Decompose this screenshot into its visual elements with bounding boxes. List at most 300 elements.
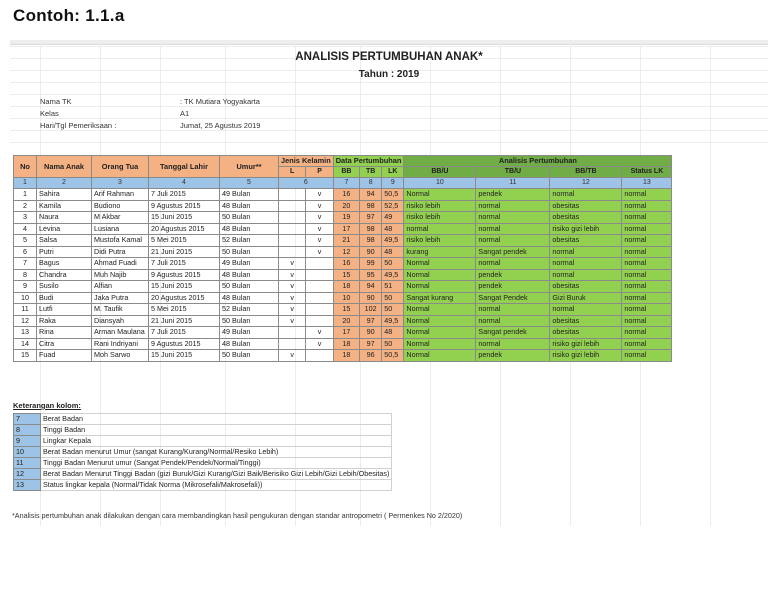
table-row (14, 350, 672, 362)
colnum-cell[interactable]: 7 (333, 178, 359, 189)
cell-umur[interactable]: 50 Bulan (220, 350, 279, 362)
table-row (14, 189, 672, 201)
cell-slk[interactable]: normal (622, 269, 672, 281)
cell-bb[interactable]: 18 (333, 281, 359, 293)
table-row (14, 281, 672, 293)
cell-p[interactable]: v (306, 189, 333, 201)
header-bb-tb[interactable]: BB/TB (550, 167, 622, 178)
keterangan-row (14, 436, 392, 447)
cell-tb[interactable]: 102 (360, 304, 382, 316)
cell-ortu[interactable]: M. Taufik (92, 304, 149, 316)
cell-p[interactable] (306, 304, 333, 316)
cell-l[interactable] (279, 200, 306, 212)
cell-ortu[interactable]: Ahmad Fuadi (92, 258, 149, 270)
info-class (40, 109, 189, 119)
cell-p[interactable] (306, 258, 333, 270)
spreadsheet (10, 40, 768, 526)
table-row (14, 304, 672, 316)
cell-slk[interactable]: normal (622, 235, 672, 247)
cell-bbu[interactable]: Normal (404, 315, 476, 327)
cell-nama[interactable]: Raka (37, 315, 92, 327)
header-l[interactable]: L (279, 167, 306, 178)
cell-tbu[interactable]: normal (476, 235, 550, 247)
cell-bbu[interactable]: Normal (404, 189, 476, 201)
keterangan-text[interactable]: Status lingkar kepala (Normal/Tidak Norma (Mikrosefali/Makrosefali)) (41, 480, 392, 491)
cell-tbu[interactable]: normal (476, 304, 550, 316)
growth-table (13, 155, 672, 362)
cell-tbu[interactable]: pendek (476, 281, 550, 293)
colnum-cell[interactable]: 2 (37, 178, 92, 189)
cell-l[interactable] (279, 235, 306, 247)
cell-umur[interactable]: 50 Bulan (220, 246, 279, 258)
cell-bbtb[interactable]: obesitas (550, 235, 622, 247)
cell-tgl[interactable]: 7 Juli 2015 (149, 189, 220, 201)
cell-umur[interactable]: 50 Bulan (220, 212, 279, 224)
colnum-cell[interactable]: 10 (404, 178, 476, 189)
colnum-cell[interactable]: 3 (92, 178, 149, 189)
cell-ortu[interactable]: Lusiana (92, 223, 149, 235)
cell-bb[interactable]: 18 (333, 338, 359, 350)
cell-ortu[interactable]: Jaka Putra (92, 292, 149, 304)
cell-lk[interactable]: 50,5 (382, 350, 404, 362)
cell-bb[interactable]: 20 (333, 200, 359, 212)
cell-tgl[interactable]: 15 Juni 2015 (149, 281, 220, 293)
cell-nama[interactable]: Lutfi (37, 304, 92, 316)
cell-tbu[interactable]: normal (476, 338, 550, 350)
cell-bbu[interactable]: kurang (404, 246, 476, 258)
cell-slk[interactable]: normal (622, 189, 672, 201)
sheet-year: Tahun : 2019 (358, 69, 420, 80)
table-row (14, 338, 672, 350)
keterangan-number[interactable]: 12 (14, 469, 41, 480)
cell-bb[interactable]: 20 (333, 315, 359, 327)
cell-ortu[interactable]: Moh Sarwo (92, 350, 149, 362)
cell-no[interactable]: 3 (14, 212, 37, 224)
cell-umur[interactable]: 48 Bulan (220, 200, 279, 212)
header-status-lk[interactable]: Status LK (622, 167, 672, 178)
cell-bbu[interactable]: Normal (404, 350, 476, 362)
header-nama-anak[interactable]: Nama Anak (37, 156, 92, 178)
cell-bb[interactable]: 18 (333, 350, 359, 362)
colnum-cell[interactable]: 11 (476, 178, 550, 189)
keterangan-text[interactable]: Tinggi Badan Menurut umur (Sangat Pendek/Pendek/Normal/Tinggi) (41, 458, 392, 469)
cell-l[interactable] (279, 338, 306, 350)
keterangan-number[interactable]: 13 (14, 480, 41, 491)
keterangan-text[interactable]: Berat Badan Menurut Tinggi Badan (gizi Buruk/Gizi Kurang/Gizi Baik/Berisiko Gizi Lebih/Gizi Lebih/Obesitas) (41, 469, 392, 480)
cell-tbu[interactable]: pendek (476, 350, 550, 362)
cell-p[interactable]: v (306, 246, 333, 258)
cell-tbu[interactable]: normal (476, 223, 550, 235)
table-row (14, 246, 672, 258)
header-no[interactable]: No (14, 156, 37, 178)
cell-bbu[interactable]: risiko lebih (404, 200, 476, 212)
keterangan-table (13, 413, 392, 491)
cell-bbtb[interactable]: obesitas (550, 281, 622, 293)
cell-tbu[interactable]: Sangat Pendek (476, 292, 550, 304)
cell-p[interactable] (306, 292, 333, 304)
cell-bb[interactable]: 16 (333, 258, 359, 270)
cell-nama[interactable]: Bagus (37, 258, 92, 270)
cell-slk[interactable]: normal (622, 338, 672, 350)
cell-no[interactable]: 14 (14, 338, 37, 350)
cell-umur[interactable]: 48 Bulan (220, 223, 279, 235)
cell-lk[interactable]: 48 (382, 223, 404, 235)
cell-p[interactable] (306, 269, 333, 281)
cell-lk[interactable]: 50 (382, 338, 404, 350)
table-row (14, 327, 672, 339)
header-tanggal-lahir[interactable]: Tanggal Lahir (149, 156, 220, 178)
cell-lk[interactable]: 49 (382, 212, 404, 224)
colnum-cell[interactable]: 5 (220, 178, 279, 189)
cell-bbu[interactable]: normal (404, 223, 476, 235)
cell-l[interactable] (279, 246, 306, 258)
header-bb[interactable]: BB (333, 167, 359, 178)
cell-nama[interactable]: Budi (37, 292, 92, 304)
colnum-cell[interactable]: 9 (382, 178, 404, 189)
cell-l[interactable] (279, 189, 306, 201)
cell-p[interactable]: v (306, 235, 333, 247)
cell-tb[interactable]: 97 (360, 338, 382, 350)
cell-lk[interactable]: 50,5 (382, 189, 404, 201)
keterangan-number[interactable]: 7 (14, 414, 41, 425)
cell-no[interactable]: 12 (14, 315, 37, 327)
cell-lk[interactable]: 48 (382, 246, 404, 258)
cell-no[interactable]: 9 (14, 281, 37, 293)
cell-no[interactable]: 6 (14, 246, 37, 258)
cell-l[interactable]: v (279, 350, 306, 362)
colnum-cell[interactable]: 8 (360, 178, 382, 189)
cell-l[interactable]: v (279, 281, 306, 293)
cell-no[interactable]: 1 (14, 189, 37, 201)
cell-bbtb[interactable]: risiko gizi lebih (550, 350, 622, 362)
header-row (14, 156, 672, 167)
info-label: Hari/Tgl Pemeriksaan : (40, 121, 117, 130)
header-umur[interactable]: Umur** (220, 156, 279, 178)
cell-tb[interactable]: 94 (360, 189, 382, 201)
cell-ortu[interactable]: M Akbar (92, 212, 149, 224)
keterangan-number[interactable]: 10 (14, 447, 41, 458)
keterangan-text[interactable]: Lingkar Kepala (41, 436, 392, 447)
cell-slk[interactable]: normal (622, 200, 672, 212)
cell-slk[interactable]: normal (622, 246, 672, 258)
cell-no[interactable]: 5 (14, 235, 37, 247)
header-bb-u[interactable]: BB/U (404, 167, 476, 178)
keterangan-row (14, 480, 392, 491)
cell-p[interactable]: v (306, 212, 333, 224)
cell-tbu[interactable]: Sangat pendek (476, 327, 550, 339)
table-row (14, 235, 672, 247)
cell-tbu[interactable]: pendek (476, 189, 550, 201)
cell-tgl[interactable]: 15 Juni 2015 (149, 212, 220, 224)
cell-bbu[interactable]: Normal (404, 327, 476, 339)
cell-tb[interactable]: 98 (360, 200, 382, 212)
cell-bbtb[interactable]: normal (550, 269, 622, 281)
cell-slk[interactable]: normal (622, 258, 672, 270)
table-row (14, 315, 672, 327)
page-title: Contoh: 1.1.a (13, 6, 125, 25)
cell-nama[interactable]: Kamila (37, 200, 92, 212)
cell-p[interactable] (306, 315, 333, 327)
cell-lk[interactable]: 51 (382, 281, 404, 293)
cell-bb[interactable]: 10 (333, 292, 359, 304)
cell-bb[interactable]: 19 (333, 212, 359, 224)
cell-tgl[interactable]: 5 Mei 2015 (149, 304, 220, 316)
cell-bbtb[interactable]: normal (550, 246, 622, 258)
cell-tbu[interactable]: normal (476, 315, 550, 327)
keterangan-row (14, 414, 392, 425)
cell-bbtb[interactable]: obesitas (550, 315, 622, 327)
cell-tb[interactable]: 98 (360, 235, 382, 247)
cell-tb[interactable]: 90 (360, 292, 382, 304)
cell-no[interactable]: 13 (14, 327, 37, 339)
table-row (14, 200, 672, 212)
cell-tb[interactable]: 97 (360, 212, 382, 224)
cell-p[interactable]: v (306, 223, 333, 235)
cell-p[interactable] (306, 350, 333, 362)
cell-ortu[interactable]: Mustofa Kamal (92, 235, 149, 247)
header-lk[interactable]: LK (382, 167, 404, 178)
cell-tb[interactable]: 95 (360, 269, 382, 281)
cell-bb[interactable]: 21 (333, 235, 359, 247)
cell-p[interactable]: v (306, 327, 333, 339)
gridline (710, 40, 711, 526)
cell-nama[interactable]: Rina (37, 327, 92, 339)
cell-ortu[interactable]: Rani Indriyani (92, 338, 149, 350)
cell-umur[interactable]: 50 Bulan (220, 315, 279, 327)
cell-ortu[interactable]: Alfian (92, 281, 149, 293)
keterangan-row (14, 458, 392, 469)
cell-ortu[interactable]: Muh Najib (92, 269, 149, 281)
cell-bb[interactable]: 16 (333, 189, 359, 201)
cell-bbu[interactable]: risiko lebih (404, 235, 476, 247)
table-row (14, 258, 672, 270)
cell-lk[interactable]: 50 (382, 292, 404, 304)
cell-l[interactable]: v (279, 315, 306, 327)
cell-tgl[interactable]: 20 Agustus 2015 (149, 223, 220, 235)
cell-l[interactable]: v (279, 269, 306, 281)
info-school (40, 97, 260, 107)
header-tb[interactable]: TB (360, 167, 382, 178)
cell-tbu[interactable]: Sangat pendek (476, 246, 550, 258)
cell-nama[interactable]: Sahira (37, 189, 92, 201)
gridline (10, 82, 768, 83)
cell-tb[interactable]: 90 (360, 246, 382, 258)
cell-tgl[interactable]: 21 Juni 2015 (149, 246, 220, 258)
cell-no[interactable]: 10 (14, 292, 37, 304)
cell-tgl[interactable]: 9 Agustus 2015 (149, 338, 220, 350)
cell-lk[interactable]: 49,5 (382, 315, 404, 327)
header-analisis-pertumbuhan[interactable]: Analisis Pertumbuhan (404, 156, 672, 167)
cell-bbtb[interactable]: normal (550, 304, 622, 316)
cell-tbu[interactable]: normal (476, 258, 550, 270)
table-row (14, 212, 672, 224)
cell-tb[interactable]: 97 (360, 315, 382, 327)
cell-bbu[interactable]: Normal (404, 304, 476, 316)
gridline (10, 142, 768, 143)
cell-bb[interactable]: 15 (333, 269, 359, 281)
cell-umur[interactable]: 48 Bulan (220, 269, 279, 281)
cell-bbtb[interactable]: risiko gizi lebih (550, 223, 622, 235)
cell-tgl[interactable]: 15 Juni 2015 (149, 350, 220, 362)
keterangan-row (14, 447, 392, 458)
header-data-pertumbuhan[interactable]: Data Pertumbuhan (333, 156, 404, 167)
cell-tgl[interactable]: 9 Agustus 2015 (149, 269, 220, 281)
cell-ortu[interactable]: Budiono (92, 200, 149, 212)
cell-tgl[interactable]: 20 Agustus 2015 (149, 292, 220, 304)
cell-tb[interactable]: 90 (360, 327, 382, 339)
info-label: Nama TK (40, 97, 72, 106)
cell-nama[interactable]: Susilo (37, 281, 92, 293)
cell-nama[interactable]: Fuad (37, 350, 92, 362)
cell-umur[interactable]: 50 Bulan (220, 281, 279, 293)
cell-slk[interactable]: normal (622, 281, 672, 293)
cell-bbtb[interactable]: normal (550, 258, 622, 270)
cell-tgl[interactable]: 9 Agustus 2015 (149, 200, 220, 212)
cell-bb[interactable]: 15 (333, 304, 359, 316)
cell-ortu[interactable]: Diansyah (92, 315, 149, 327)
cell-tgl[interactable]: 7 Juli 2015 (149, 327, 220, 339)
cell-tbu[interactable]: normal (476, 212, 550, 224)
cell-l[interactable] (279, 212, 306, 224)
column-header-strip (10, 40, 768, 45)
cell-umur[interactable]: 48 Bulan (220, 292, 279, 304)
gridline (10, 94, 768, 95)
cell-lk[interactable]: 49,5 (382, 235, 404, 247)
cell-no[interactable]: 7 (14, 258, 37, 270)
info-date (40, 121, 260, 131)
cell-nama[interactable]: Putri (37, 246, 92, 258)
cell-slk[interactable]: normal (622, 315, 672, 327)
header-tb-u[interactable]: TB/U (476, 167, 550, 178)
cell-bbtb[interactable]: obesitas (550, 200, 622, 212)
header-jenis-kelamin[interactable]: Jenis Kelamin (279, 156, 334, 167)
cell-umur[interactable]: 52 Bulan (220, 235, 279, 247)
cell-ortu[interactable]: Arif Rahman (92, 189, 149, 201)
header-orang-tua[interactable]: Orang Tua (92, 156, 149, 178)
colnum-cell[interactable]: 6 (279, 178, 334, 189)
cell-no[interactable]: 11 (14, 304, 37, 316)
cell-bbtb[interactable]: Gizi Buruk (550, 292, 622, 304)
cell-nama[interactable]: Salsa (37, 235, 92, 247)
cell-bbtb[interactable]: obesitas (550, 327, 622, 339)
info-value: A1 (180, 109, 190, 118)
cell-l[interactable]: v (279, 258, 306, 270)
cell-tgl[interactable]: 7 Juli 2015 (149, 258, 220, 270)
table-row (14, 292, 672, 304)
colnum-cell[interactable]: 1 (14, 178, 37, 189)
cell-p[interactable] (306, 281, 333, 293)
cell-lk[interactable]: 50 (382, 258, 404, 270)
cell-bb[interactable]: 17 (333, 223, 359, 235)
cell-l[interactable] (279, 327, 306, 339)
cell-no[interactable]: 4 (14, 223, 37, 235)
cell-bb[interactable]: 17 (333, 327, 359, 339)
cell-umur[interactable]: 49 Bulan (220, 189, 279, 201)
cell-umur[interactable]: 49 Bulan (220, 258, 279, 270)
cell-nama[interactable]: Naura (37, 212, 92, 224)
keterangan-text[interactable]: Berat Badan menurut Umur (sangat Kurang/Kurang/Normal/Resiko Lebih) (41, 447, 392, 458)
cell-tb[interactable]: 94 (360, 281, 382, 293)
cell-l[interactable]: v (279, 304, 306, 316)
gridline (10, 46, 768, 47)
cell-bbu[interactable]: Normal (404, 281, 476, 293)
cell-bbu[interactable]: Normal (404, 338, 476, 350)
cell-slk[interactable]: normal (622, 327, 672, 339)
cell-tb[interactable]: 98 (360, 223, 382, 235)
cell-tbu[interactable]: normal (476, 200, 550, 212)
cell-umur[interactable]: 48 Bulan (220, 338, 279, 350)
cell-nama[interactable]: Chandra (37, 269, 92, 281)
cell-tbu[interactable]: pendek (476, 269, 550, 281)
cell-lk[interactable]: 49,5 (382, 269, 404, 281)
cell-lk[interactable]: 48 (382, 327, 404, 339)
cell-l[interactable]: v (279, 292, 306, 304)
cell-nama[interactable]: Citra (37, 338, 92, 350)
cell-no[interactable]: 15 (14, 350, 37, 362)
cell-umur[interactable]: 49 Bulan (220, 327, 279, 339)
cell-lk[interactable]: 52,5 (382, 200, 404, 212)
keterangan-number[interactable]: 11 (14, 458, 41, 469)
column-number-row (14, 178, 672, 189)
cell-tb[interactable]: 96 (360, 350, 382, 362)
cell-bbtb[interactable]: normal (550, 189, 622, 201)
cell-ortu[interactable]: Didi Putra (92, 246, 149, 258)
keterangan-text[interactable]: Berat Badan (41, 414, 392, 425)
cell-slk[interactable]: normal (622, 292, 672, 304)
cell-umur[interactable]: 52 Bulan (220, 304, 279, 316)
cell-p[interactable]: v (306, 338, 333, 350)
keterangan-title: Keterangan kolom: (13, 401, 81, 410)
colnum-cell[interactable]: 13 (622, 178, 672, 189)
cell-tgl[interactable]: 5 Mei 2015 (149, 235, 220, 247)
keterangan-row (14, 469, 392, 480)
keterangan-number[interactable]: 8 (14, 425, 41, 436)
info-value: : TK Mutiara Yogyakarta (180, 97, 260, 106)
keterangan-row (14, 425, 392, 436)
cell-no[interactable]: 2 (14, 200, 37, 212)
cell-bbu[interactable]: Normal (404, 258, 476, 270)
cell-ortu[interactable]: Arman Maulana (92, 327, 149, 339)
cell-bbu[interactable]: Normal (404, 269, 476, 281)
colnum-cell[interactable]: 4 (149, 178, 220, 189)
cell-slk[interactable]: normal (622, 350, 672, 362)
cell-slk[interactable]: normal (622, 304, 672, 316)
cell-bbtb[interactable]: risiko gizi lebih (550, 338, 622, 350)
cell-no[interactable]: 8 (14, 269, 37, 281)
keterangan-text[interactable]: Tinggi Badan (41, 425, 392, 436)
keterangan-number[interactable]: 9 (14, 436, 41, 447)
cell-lk[interactable]: 50 (382, 304, 404, 316)
footnote: *Analisis pertumbuhan anak dilakukan dengan cara membandingkan hasil pengukuran dengan standar antropometri ( Permenkes No 2/2020) (12, 511, 463, 520)
header-p[interactable]: P (306, 167, 333, 178)
cell-l[interactable] (279, 223, 306, 235)
colnum-cell[interactable]: 12 (550, 178, 622, 189)
cell-bb[interactable]: 12 (333, 246, 359, 258)
cell-bbtb[interactable]: obesitas (550, 212, 622, 224)
cell-p[interactable]: v (306, 200, 333, 212)
cell-nama[interactable]: Levina (37, 223, 92, 235)
table-row (14, 223, 672, 235)
cell-bbu[interactable]: Sangat kurang (404, 292, 476, 304)
cell-slk[interactable]: normal (622, 223, 672, 235)
info-label: Kelas (40, 109, 59, 118)
cell-tgl[interactable]: 21 Juni 2015 (149, 315, 220, 327)
cell-slk[interactable]: normal (622, 212, 672, 224)
table-row (14, 269, 672, 281)
cell-tb[interactable]: 99 (360, 258, 382, 270)
info-value: Jumat, 25 Agustus 2019 (180, 121, 261, 130)
cell-bbu[interactable]: risiko lebih (404, 212, 476, 224)
